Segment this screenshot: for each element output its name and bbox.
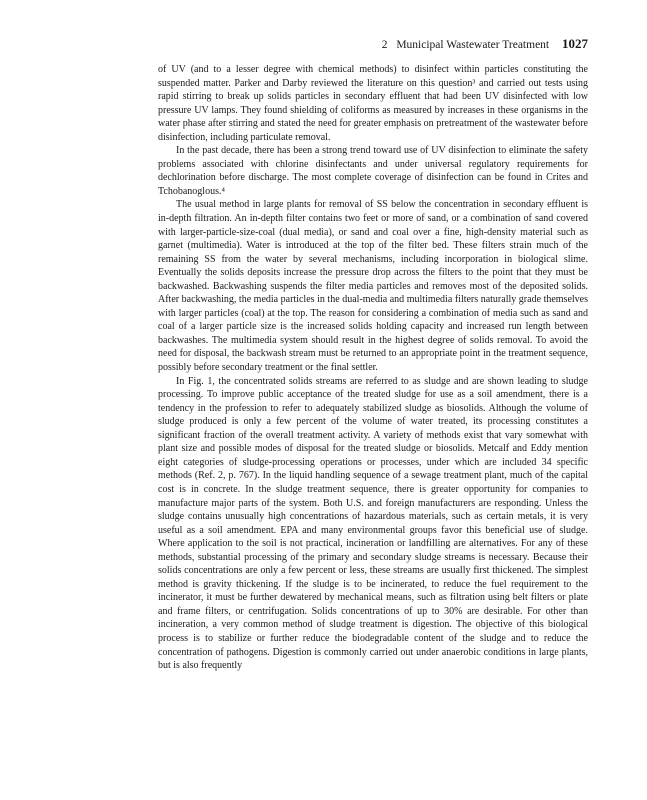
chapter-title: Municipal Wastewater Treatment (396, 39, 550, 51)
paragraph-uv-disinfection: In the past decade, there has been a strong trend toward use of UV disinfection to eliminate the safety problems associated with chlorine disinfectants and under universal regulatory requirements for dechlorination before discharge. The most complete coverage of disinfection can be found in Crites and Tchobanoglous.⁴ (158, 145, 588, 197)
page-number: 1027 (562, 36, 588, 51)
running-head (158, 36, 588, 53)
paragraph-sludge-processing: In Fig. 1, the concentrated solids streams are referred to as sludge and are shown leading to sludge processing. To improve public acceptance of the treated sludge for use as a soil amendment, there is a tendency in the profession to refer to adequately stabilized sludge as biosolids. Although the volume of sludge produced is only a few percent of the volume of water treated, its processing constitutes a significant fraction of the overall treatment activity. A variety of methods exist that vary somewhat with plant size and possible modes of disposal for the treated sludge or biosolids. Metcalf and Eddy mention eight categories of sludge-processing operations or processes, under which are included 34 specific methods (Ref. 2, p. 767). In the liquid handling sequence of a sewage treatment plant, much of the capital cost is in concrete. In the sludge treatment sequence, there is greater opportunity for companies to manufacture major parts of the system. Both U.S. and foreign manufacturers are responding. Unless the sludge contains unusually high concentrations of hazardous materials, such as certain metals, it is very useful as a soil amendment. EPA and many environmental groups favor this beneficial use of sludge. Where application to the soil is not practical, incineration or landfilling are alternatives. For any of these methods, substantial processing of the primary and secondary sludge streams is necessary. Because their solids concentrations are only a few percent or less, these streams are usually first thickened. The simplest method is gravity thickening. If the sludge is to be incinerated, to reduce the fuel requirement to the incinerator, it must be further dewatered by mechanical means, such as filtration using belt filters or plate and frame filters, or centrifugation. Solids concentrations of up to 30% are desirable. For other than incineration, a very common method of sludge treatment is digestion. The objective of this biological process is to stabilize or further reduce the biodegradable content of the sludge and to reduce the concentration of pathogens. Digestion is commonly carried out under anaerobic conditions in large plants, but is also frequently (158, 375, 588, 672)
paragraph-in-depth-filtration: The usual method in large plants for removal of SS below the concentration in secondary effluent is in-depth filtration. An in-depth filter contains two feet or more of sand, or a combination of sand covered with larger-particle-size-coal (dual media), or sand and coal over a fine, high-density material such as garnet (multimedia). Water is introduced at the top of the filter bed. These filters strain much of the remaining SS from the water by several mechanisms, including incorporation in biological slime. Eventually the solids deposits increase the pressure drop across the filters to the point that they must be backwashed. Backwashing suspends the filter media particles and removes most of the deposited solids. After backwashing, the media particles in the dual-media and multimedia filters naturally grade themselves with larger particles (coal) at the top. The reason for considering a combination of media such as sand and coal of a larger particle size is the increased solids holding capacity and increased run length between backwashes. The multimedia system should result in the highest degree of solids removal. To avoid the need for disposal, the backwash stream must be returned to an appropriate point in the treatment sequence, possibly before secondary treatment or the final settler. (158, 199, 588, 374)
paragraph-continued: of UV (and to a lesser degree with chemical methods) to disinfect within particles constituting the suspended matter. Parker and Darby reviewed the literature on this question³ and carried out tests using rapid stirring to break up solids particles in secondary effluent that had been UV disinfected with low pressure UV lamps. They found shielding of coliforms as measured by increases in these organisms in the water phase after stirring and stated the need for greater emphasis on pretreatment of the wastewater before disinfection, including particulate removal. (158, 64, 588, 143)
chapter-number: 2 (381, 39, 388, 51)
body-text (158, 63, 588, 673)
